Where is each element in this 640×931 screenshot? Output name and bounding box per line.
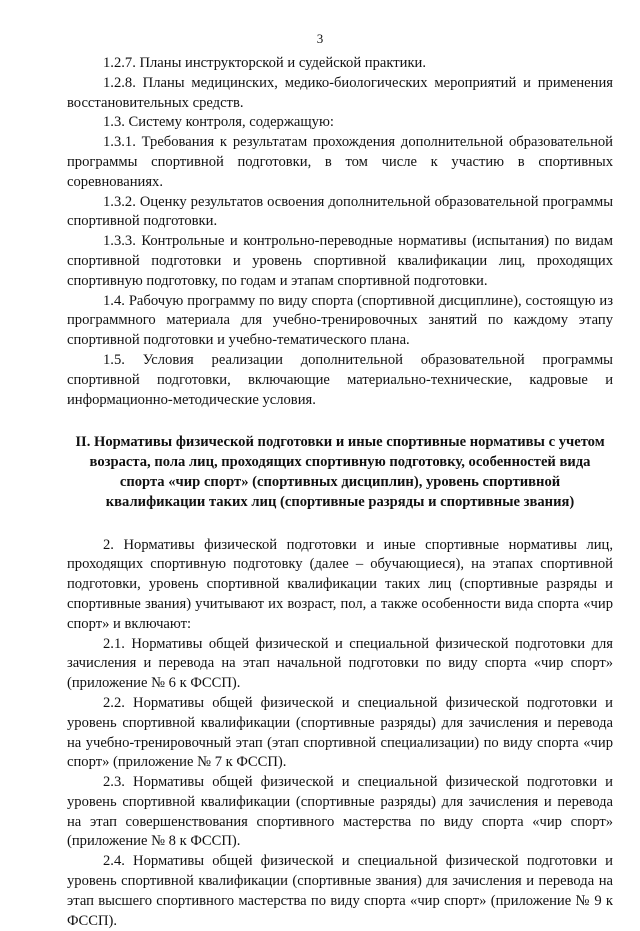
paragraph: 1.3.1. Требования к результатам прохождения дополнительной образовательной программы спортивной подготовки, в том числе к участию в спортивных соревнованиях. xyxy=(67,134,613,190)
page-number: 3 xyxy=(316,31,324,46)
paragraph: 1.5. Условия реализации дополнительной образовательной программы спортивной подготовки, включающие материально-технические, кадровые и информационно-методические условия. xyxy=(67,351,613,408)
paragraph: 1.4. Рабочую программу по виду спорта (спортивной дисциплине), состоящую из программного материала для учебно-тренировочных занятий по каждому этапу спортивной подготовки и учебно-тематического плана. xyxy=(67,292,613,349)
paragraph: 1.3. Систему контроля, содержащую: xyxy=(103,114,334,131)
section-heading: II. Нормативы физической подготовки и иные спортивные нормативы с учетом возраста, пола лиц, проходящих спортивную подготовку, особенностей вида спорта «чир спорт» (спортивных дисциплин), уровень спортивной квалификации таких лиц (спортивные разряды и спортивные звания) xyxy=(75,434,605,510)
paragraph: 2.4. Нормативы общей физической и специальной физической подготовки и уровень спортивной квалификации (спортивные звания) для зачисления и перевода на этап высшего спортивного мастерства по виду спорта «чир спорт» (приложение № 9 к ФССП). xyxy=(67,853,613,929)
paragraph: 2.2. Нормативы общей физической и специальной физической подготовки и уровень спортивной квалификации (спортивные разряды) для зачисления и перевода на учебно-тренировочный этап (этап спортивной специализации) по виду спорта «чир спорт» (приложение № 7 к ФССП). xyxy=(67,694,613,771)
paragraph: 1.3.2. Оценку результатов освоения дополнительной образовательной программы спортивной подготовки. xyxy=(67,193,613,230)
document-body xyxy=(67,54,613,931)
paragraph: 1.3.3. Контрольные и контрольно-переводные нормативы (испытания) по видам спортивной подготовки и уровень спортивной квалификации лиц, проходящих спортивную подготовку, по годам и этапам спортивной подготовки. xyxy=(67,233,613,289)
paragraph: 1.2.8. Планы медицинских, медико-биологических мероприятий и применения восстановительных средств. xyxy=(67,74,613,111)
paragraph: 2.3. Нормативы общей физической и специальной физической подготовки и уровень спортивной квалификации (спортивные разряды) для зачисления и перевода на этап совершенствования спортивного мастерства по виду спорта «чир спорт» (приложение № 8 к ФССП). xyxy=(67,774,613,850)
paragraph: 2.1. Нормативы общей физической и специальной физической подготовки для зачисления и перевода на этап начальной подготовки по виду спорта «чир спорт» (приложение № 6 к ФССП). xyxy=(67,635,613,692)
paragraph: 1.2.7. Планы инструкторской и судейской практики. xyxy=(103,55,426,71)
paragraph: 2. Нормативы физической подготовки и иные спортивные нормативы лиц, проходящих спортивную подготовку (далее – обучающиеся), на этапах спортивной подготовки, уровень спортивной квалификации таких лиц (спортивные разряды и спортивные звания) учитывают их возраст, пол, а также особенности вида спорта «чир спорт» и включают: xyxy=(67,536,613,632)
